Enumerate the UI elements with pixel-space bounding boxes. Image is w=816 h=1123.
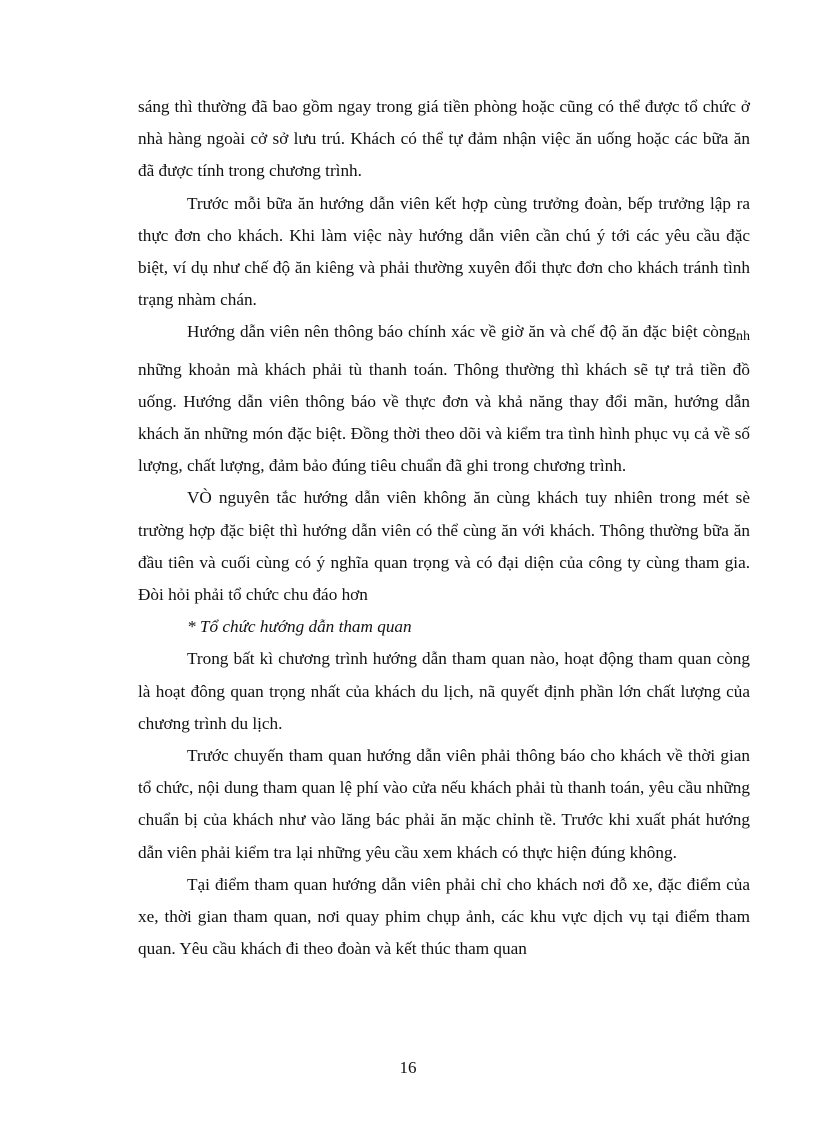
paragraph-menu-planning: Trước mỗi bữa ăn hướng dẫn viên kết hợp cùng trưởng đoàn, bếp trưởng lập ra thực đơn cho khách. Khi làm việc này hướng dẫn viên cần chú ý tới các yêu cầu đặc biệt, ví dụ như chế độ ăn kiêng và phải thường xuyên đổi thực đơn cho khách tránh tình trạng nhàm chán.	[138, 193, 750, 310]
paragraph-continuation: sáng thì thường đã bao gồm ngay trong giá tiền phòng hoặc cũng có thể được tổ chức ở nhà hàng ngoài cở sở lưu trú. Khách có thể tự đảm nhận việc ăn uống hoặc các bữa ăn đã được tính trong chương trình.	[138, 97, 750, 181]
page-number: 16	[399, 1058, 417, 1077]
page-body	[138, 91, 750, 965]
paragraph-meal-notice-rest: những khoản mà khách phải tù thanh toán. Thông thường thì khách sẽ tự trả tiền đồ uống. Hướng dẫn viên thông báo về thực đơn và khả năng thay đổi mãn, hướng dẫn khách ăn những món đặc biệt. Đồng thời theo dõi và kiểm tra tình hình phục vụ cả về số lượng, chất lượng, đảm bảo đúng tiêu chuẩn đã ghi trong chương trình.	[138, 359, 750, 476]
paragraph-sightseeing-importance: Trong bất kì chương trình hướng dẫn tham quan nào, hoạt động tham quan còng là hoạt đông quan trọng nhất của khách du lịch, nã quyết định phần lớn chất lượng của chương trình du lịch.	[138, 649, 750, 733]
paragraph-meal-notice-subscript: nh	[736, 329, 750, 345]
paragraph-meal-notice	[138, 316, 750, 482]
paragraph-guide-dining: VÒ nguyên tắc hướng dẫn viên không ăn cùng khách tuy nhiên trong mét sè trường hợp đặc biệt thì hướng dẫn viên có thể cùng ăn với khách. Thông thường bữa ăn đầu tiên và cuối cùng có ý nghĩa quan trọng và có đại diện của công ty cùng tham gia. Đòi hỏi phải tổ chức chu đáo hơn	[138, 488, 750, 605]
paragraph-before-tour: Trước chuyến tham quan hướng dẫn viên phải thông báo cho khách về thời gian tổ chức, nội dung tham quan lệ phí vào cửa nếu khách phải tù thanh toán, yêu cầu những chuẩn bị của khách như vào lăng bác phải ăn mặc chỉnh tề. Trước khi xuất phát hướng dẫn viên phải kiểm tra lại những yêu cầu xem khách có thực hiện đúng không.	[138, 746, 750, 862]
paragraph-at-site: Tại điểm tham quan hướng dẫn viên phải chỉ cho khách nơi đỗ xe, đặc điểm của xe, thời gian tham quan, nơi quay phim chụp ảnh, các khu vực dịch vụ tại điểm tham quan. Yêu cầu khách đi theo đoàn và kết thúc tham quan	[138, 874, 750, 959]
paragraph-meal-notice-start: Hướng dẫn viên nên thông báo chính xác về giờ ăn và chế độ ăn đặc biệt còng	[187, 322, 736, 342]
section-heading: * Tổ chức hướng dẫn tham quan	[187, 617, 412, 637]
